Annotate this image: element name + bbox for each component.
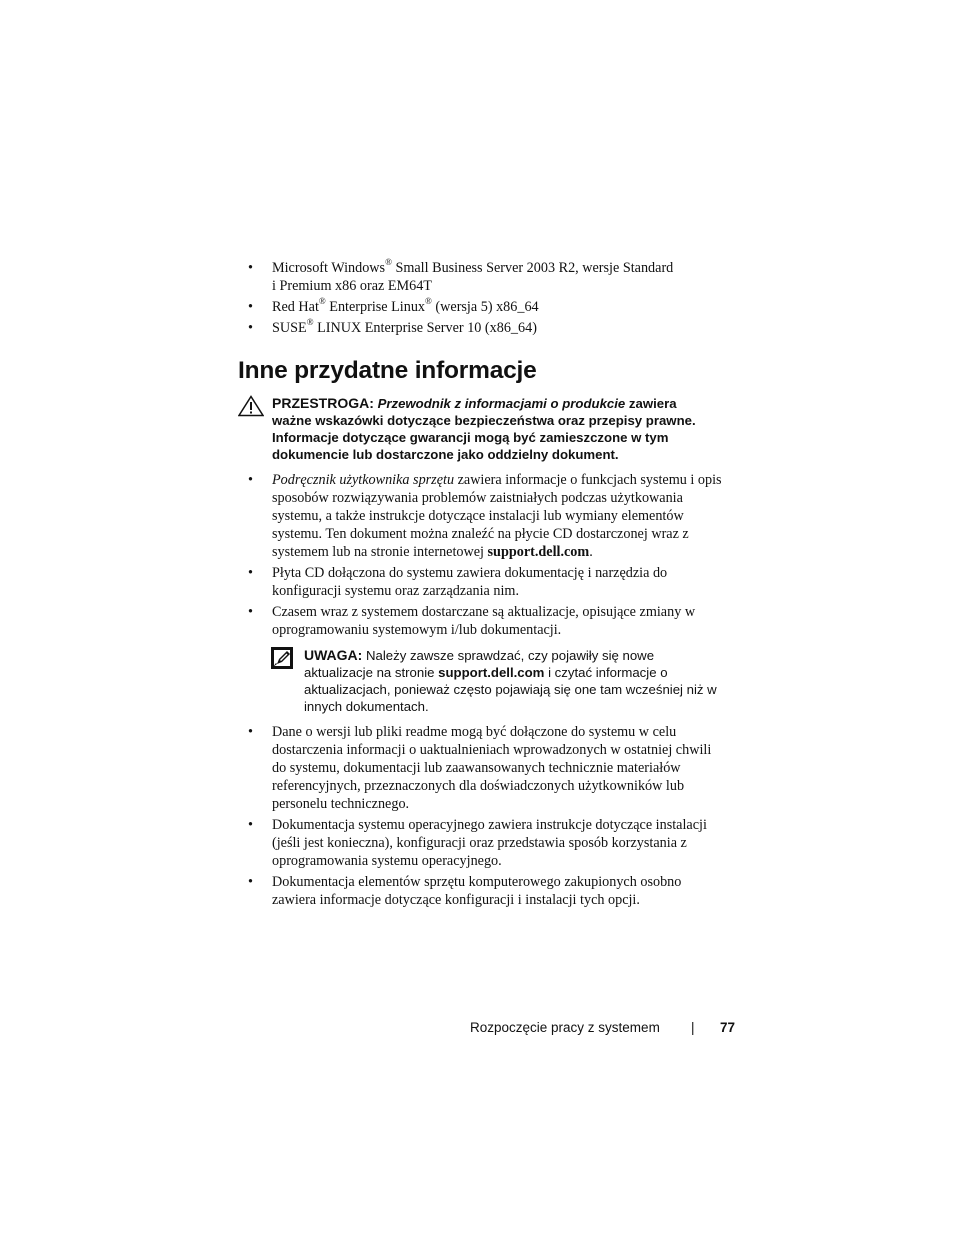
list-item: • Red Hat® Enterprise Linux® (wersja 5) x86_64 — [248, 296, 539, 315]
caution-text: PRZESTROGA: Przewodnik z informacjami o produkcie zawiera ważne wskazówki dotyczące bezpieczeństwa oraz przepisy prawne. Informacje dotyczące gwarancji mogą być zamieszczone w tym dokumencie lub dostarczone jako oddzielny dokument. — [272, 395, 696, 462]
support-link[interactable]: support.dell.com — [487, 544, 590, 560]
bullet: • — [248, 817, 253, 833]
bullet: • — [248, 565, 253, 581]
note-label: UWAGA: — [304, 647, 363, 663]
os-list — [248, 259, 728, 340]
page-number: 77 — [720, 1020, 736, 1035]
note-pencil-icon — [271, 647, 293, 669]
list-item: • Dokumentacja systemu operacyjnego zawiera instrukcje dotyczące instalacji (jeśli jest konieczna), konfiguracji oraz przedstawia sposób korzystania z oprogramowania systemu operacyjnego. — [248, 817, 707, 869]
note-text: UWAGA: Należy zawsze sprawdzać, czy pojawiły się nowe aktualizacje na stronie support.dell.com i czytać informacje o aktualizacjach, ponieważ często pojawiają się one tam wcześniej niż w innych dokumentach. — [304, 647, 717, 714]
list-item: • SUSE® LINUX Enterprise Server 10 (x86_64) — [248, 317, 537, 336]
info-list — [248, 471, 728, 642]
bullet: • — [248, 724, 253, 740]
list-item: • Płyta CD dołączona do systemu zawiera dokumentację i narzędzia do konfiguracji systemu oraz zarządzania nim. — [248, 565, 668, 599]
footer-separator: | — [691, 1020, 695, 1035]
list-item: • Czasem wraz z systemem dostarczane są aktualizacje, opisujące zmiany w oprogramowaniu systemowym i/lub dokumentacji. — [248, 604, 696, 638]
list-item: • Dane o wersji lub pliki readme mogą być dołączone do systemu w celu dostarczenia informacji o uaktualnieniach wprowadzonych w ostatniej chwili do systemu, dokumentacji lub zaawansowanych technicznie materiałów referencyjnych, przeznaczonych dla doświadczonych użytkowników lub personelu technicznego. — [248, 724, 712, 812]
bullet: • — [248, 472, 253, 488]
support-link[interactable]: support.dell.com — [438, 665, 545, 680]
caution-label: PRZESTROGA: — [272, 395, 374, 411]
bullet: • — [248, 299, 253, 315]
list-item: • Dokumentacja elementów sprzętu komputerowego zakupionych osobno zawiera informacje dotyczące konfiguracji i instalacji tych opcji. — [248, 874, 682, 908]
list-item: • Microsoft Windows® Small Business Server 2003 R2, wersje Standard i Premium x86 oraz EM64T — [248, 257, 674, 294]
bullet: • — [248, 874, 253, 890]
bullet: • — [248, 320, 253, 336]
footer-title: Rozpoczęcie pracy z systemem — [470, 1020, 660, 1035]
warning-triangle-icon — [238, 395, 264, 417]
section-heading: Inne przydatne informacje — [238, 357, 537, 384]
info-list-continued — [248, 723, 728, 912]
bullet: • — [248, 260, 253, 276]
bullet: • — [248, 604, 253, 620]
list-item: • Podręcznik użytkownika sprzętu zawiera informacje o funkcjach systemu i opis sposobów rozwiązywania problemów zaistniałych podczas użytkowania systemu, a także instrukcje dotyczące instalacji lub wymiany elementów systemu. Ten dokument można znaleźć na płycie CD dostarczonej wraz z systemem lub na stronie internetowej support.dell.com. — [248, 472, 722, 560]
page-footer — [470, 1019, 740, 1039]
